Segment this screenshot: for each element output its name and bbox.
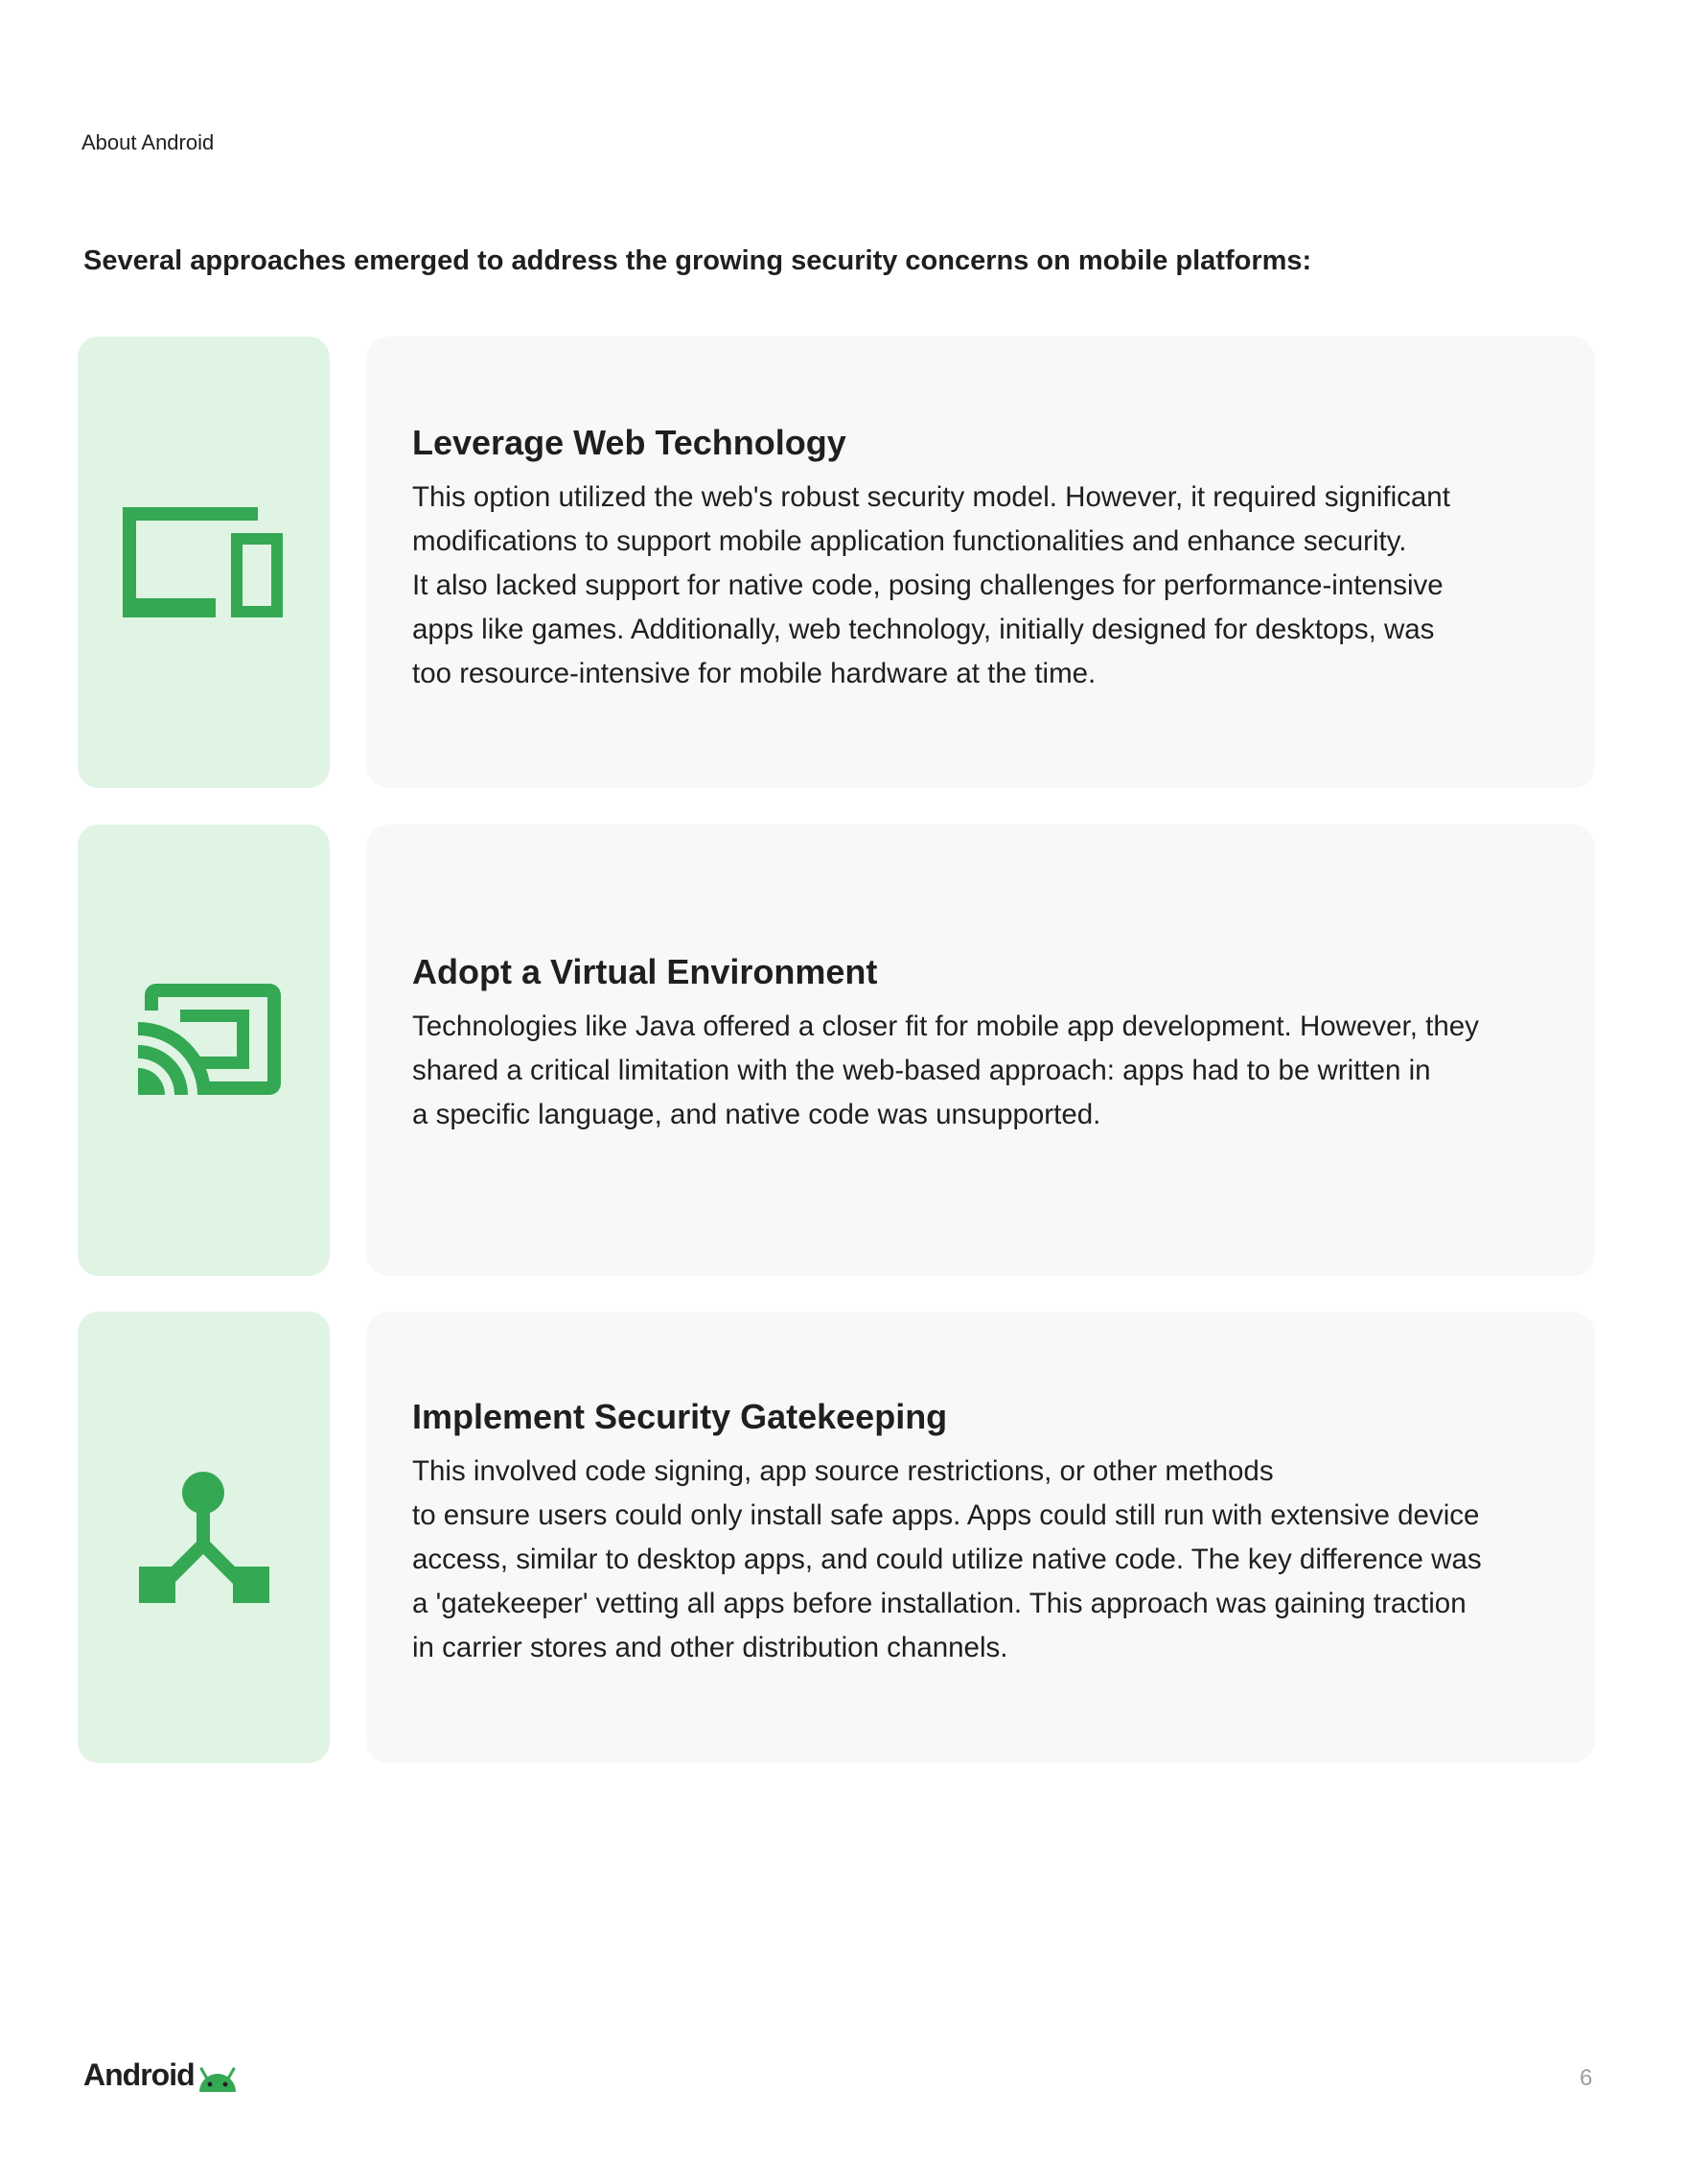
card-3-line: a 'gatekeeper' vetting all apps before installation. This approach was gaining traction	[412, 1588, 1467, 1619]
card-2-icon-panel	[78, 825, 330, 1276]
card-2-line: a specific language, and native code was unsupported.	[412, 1099, 1101, 1130]
card-2-line: Technologies like Java offered a closer fit for mobile app development. However, they	[412, 1011, 1479, 1042]
card-3	[366, 1312, 1595, 1763]
card-2	[366, 825, 1595, 1276]
card-3-line: access, similar to desktop apps, and could utilize native code. The key difference was	[412, 1544, 1482, 1575]
card-3-line: This involved code signing, app source restrictions, or other methods	[412, 1455, 1274, 1487]
card-3-icon-panel	[78, 1312, 330, 1763]
card-3-body	[412, 1450, 1482, 1670]
card-1-line: apps like games. Additionally, web technology, initially designed for desktops, was	[412, 614, 1435, 645]
card-2-title: Adopt a Virtual Environment	[412, 952, 878, 991]
card-1	[366, 337, 1595, 788]
running-header: About Android	[81, 130, 215, 154]
card-1-line: too resource-intensive for mobile hardware at the time.	[412, 658, 1097, 689]
card-2-body	[412, 1005, 1479, 1137]
card-1-line: It also lacked support for native code, posing challenges for performance-intensive	[412, 569, 1444, 601]
cast-icon	[78, 825, 330, 1276]
card-1-line: This option utilized the web's robust security model. However, it required significant	[412, 481, 1450, 513]
card-3-line: in carrier stores and other distribution channels.	[412, 1632, 1008, 1663]
intro-heading: Several approaches emerged to address the growing security concerns on mobile platforms:	[83, 245, 1312, 276]
card-2-line: shared a critical limitation with the web-based approach: apps had to be written in	[412, 1055, 1431, 1086]
card-1-icon-panel	[78, 337, 330, 788]
android-wordmark: Android	[83, 2057, 195, 2092]
card-3-line: to ensure users could only install safe apps. Apps could still run with extensive device	[412, 1499, 1480, 1531]
hub-icon	[78, 1312, 330, 1763]
card-1-title: Leverage Web Technology	[412, 423, 846, 462]
devices-icon	[78, 337, 330, 788]
card-1-line: modifications to support mobile application functionalities and enhance security.	[412, 525, 1407, 557]
page-number: 6	[1580, 2065, 1593, 2091]
android-bot-icon	[196, 2065, 239, 2094]
card-1-body	[412, 476, 1450, 696]
card-3-title: Implement Security Gatekeeping	[412, 1397, 948, 1436]
